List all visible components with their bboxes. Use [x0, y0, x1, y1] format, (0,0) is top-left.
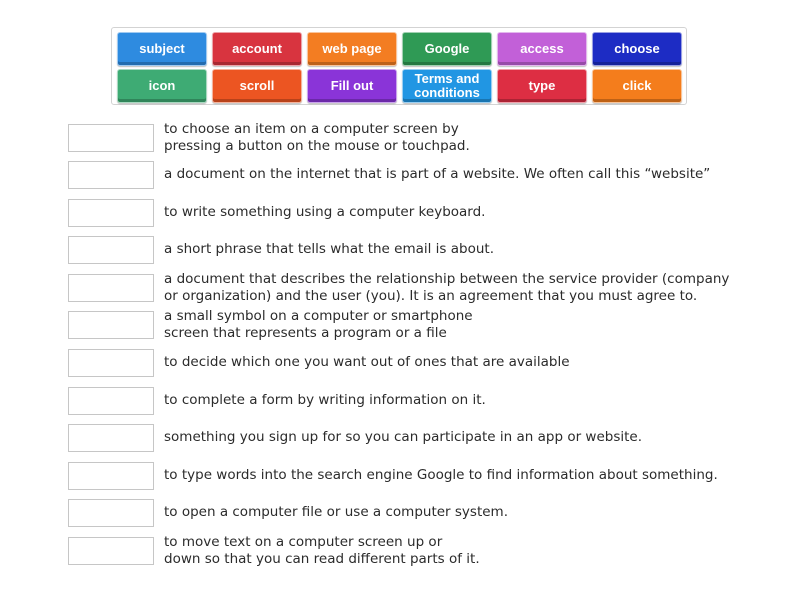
answer-drop-box[interactable] [68, 161, 154, 189]
word-tile-fill-out[interactable]: Fill out [307, 69, 397, 103]
definition-text: something you sign up for so you can participate in an app or website. [164, 429, 643, 445]
word-tile-icon[interactable]: icon [117, 69, 207, 103]
answer-drop-box[interactable] [68, 274, 154, 302]
definition-row [68, 462, 768, 494]
definition-row [68, 161, 768, 193]
definition-text: to write something using a computer keyboard. [164, 204, 486, 220]
definition-row [68, 424, 768, 456]
word-tile-type[interactable]: type [497, 69, 587, 103]
definition-row [68, 387, 768, 419]
definition-text: to type words into the search engine Google to find information about something. [164, 467, 718, 483]
answer-drop-box[interactable] [68, 124, 154, 152]
definition-text: to move text on a computer screen up or down so that you can read different parts of it. [164, 534, 480, 567]
answer-drop-box[interactable] [68, 311, 154, 339]
definition-text: a short phrase that tells what the email is about. [164, 241, 494, 257]
definition-row [68, 236, 768, 268]
word-tile-scroll[interactable]: scroll [212, 69, 302, 103]
definition-row [68, 534, 768, 569]
answer-drop-box[interactable] [68, 537, 154, 565]
definition-row [68, 121, 768, 156]
definition-text: to complete a form by writing information on it. [164, 392, 486, 408]
definition-text: a document that describes the relationship between the service provider (company or organization) and the user (you). It is an agreement that you must agree to. [164, 271, 730, 304]
word-tile-choose[interactable]: choose [592, 32, 682, 66]
definition-text: a document on the internet that is part of a website. We often call this “website” [164, 166, 711, 182]
answer-drop-box[interactable] [68, 236, 154, 264]
word-tile-web-page[interactable]: web page [307, 32, 397, 66]
answer-drop-box[interactable] [68, 387, 154, 415]
answer-drop-box[interactable] [68, 424, 154, 452]
definition-row [68, 308, 768, 343]
definition-row [68, 499, 768, 531]
word-tile-terms-and-conditions[interactable]: Terms and conditions [402, 69, 492, 103]
word-tile-access[interactable]: access [497, 32, 587, 66]
answer-drop-box[interactable] [68, 199, 154, 227]
definition-row [68, 271, 768, 306]
answer-drop-box[interactable] [68, 462, 154, 490]
word-tile-subject[interactable]: subject [117, 32, 207, 66]
definition-row [68, 349, 768, 381]
definition-row [68, 199, 768, 231]
definition-text: a small symbol on a computer or smartphone screen that represents a program or a file [164, 308, 473, 341]
definition-text: to open a computer file or use a computer system. [164, 504, 508, 520]
definition-text: to choose an item on a computer screen by pressing a button on the mouse or touchpad. [164, 121, 470, 154]
answer-drop-box[interactable] [68, 499, 154, 527]
word-tile-google[interactable]: Google [402, 32, 492, 66]
answer-drop-box[interactable] [68, 349, 154, 377]
word-tile-account[interactable]: account [212, 32, 302, 66]
definition-text: to decide which one you want out of ones that are available [164, 354, 570, 370]
word-tile-click[interactable]: click [592, 69, 682, 103]
word-bank [111, 27, 687, 105]
